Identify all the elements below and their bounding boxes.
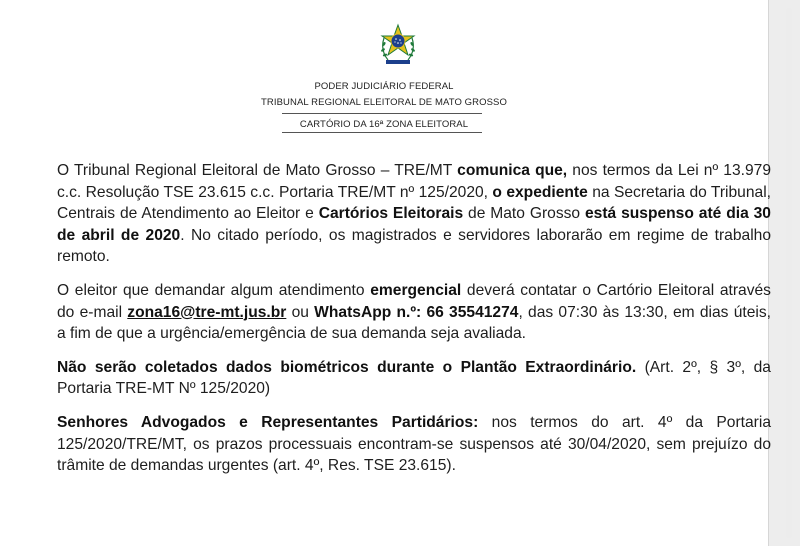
text-bold: o expediente: [492, 183, 588, 201]
notice-body: [57, 160, 771, 489]
text: de Mato Grosso: [463, 205, 585, 223]
paragraph-biometrics: [57, 357, 771, 400]
scrollbar[interactable]: [786, 8, 792, 538]
header-line-3: CARTÓRIO DA 16ª ZONA ELEITORAL: [299, 119, 469, 130]
text: nos termos da Lei nº 13.979 c.c. Resolução TSE 23.615 c.c. Portaria TRE/MT nº 125/2020,: [57, 162, 772, 201]
text: na Secretaria do Tribunal, Centrais de Atendimento ao Eleitor e: [57, 183, 772, 223]
header-rule-1: [282, 113, 482, 114]
text: O Tribunal Regional Eleitoral de Mato Grosso – TRE/MT: [57, 162, 458, 179]
text-bold: Não serão coletados dados biométricos durante o Plantão Extraordinário.: [57, 358, 637, 376]
text: (Art. 2º, § 3º, da Portaria TRE-MT Nº 125/2020): [57, 358, 771, 398]
header-line-2: TRIBUNAL REGIONAL ELEITORAL DE MATO GROSSO: [261, 97, 507, 108]
paragraph-emergency-contact: [57, 280, 771, 345]
text: nos termos do art. 4º da Portaria 125/2020/TRE/MT, os prazos processuais encontram-se suspensos até 30/04/2020, sem prejuízo do trâmite de demandas urgentes (art. 4º, Res. TSE 23.615).: [57, 413, 771, 475]
text-bold: emergencial: [370, 281, 462, 299]
text: deverá contatar o Cartório Eleitoral através do e-mail: [57, 281, 771, 321]
text-bold: está suspenso até dia 30 de abril de 2020: [57, 205, 771, 244]
header-rule-2: [282, 132, 482, 133]
text-bold: Cartórios Eleitorais: [318, 205, 464, 223]
brazil-coat-of-arms-icon: [374, 22, 422, 70]
paragraph-suspension: [57, 160, 771, 268]
header-line-1: PODER JUDICIÁRIO FEDERAL: [314, 81, 454, 92]
paragraph-lawyers: [57, 412, 771, 477]
text: , das 07:30 às 13:30, em dias úteis, a fim de que a urgência/emergência de sua demanda seja avaliada.: [57, 303, 771, 343]
text: O eleitor que demandar algum atendimento: [57, 281, 371, 299]
email-link[interactable]: zona16@tre-mt.jus.br: [127, 303, 287, 321]
text: ou: [286, 303, 315, 321]
text-bold: comunica que,: [457, 162, 568, 179]
text: . No citado período, os magistrados e servidores laborarão em regime de trabalho remoto.: [57, 226, 771, 266]
text-bold: Senhores Advogados e Representantes Partidários:: [57, 413, 479, 431]
whatsapp-number: WhatsApp n.º: 66 35541274: [314, 303, 519, 321]
